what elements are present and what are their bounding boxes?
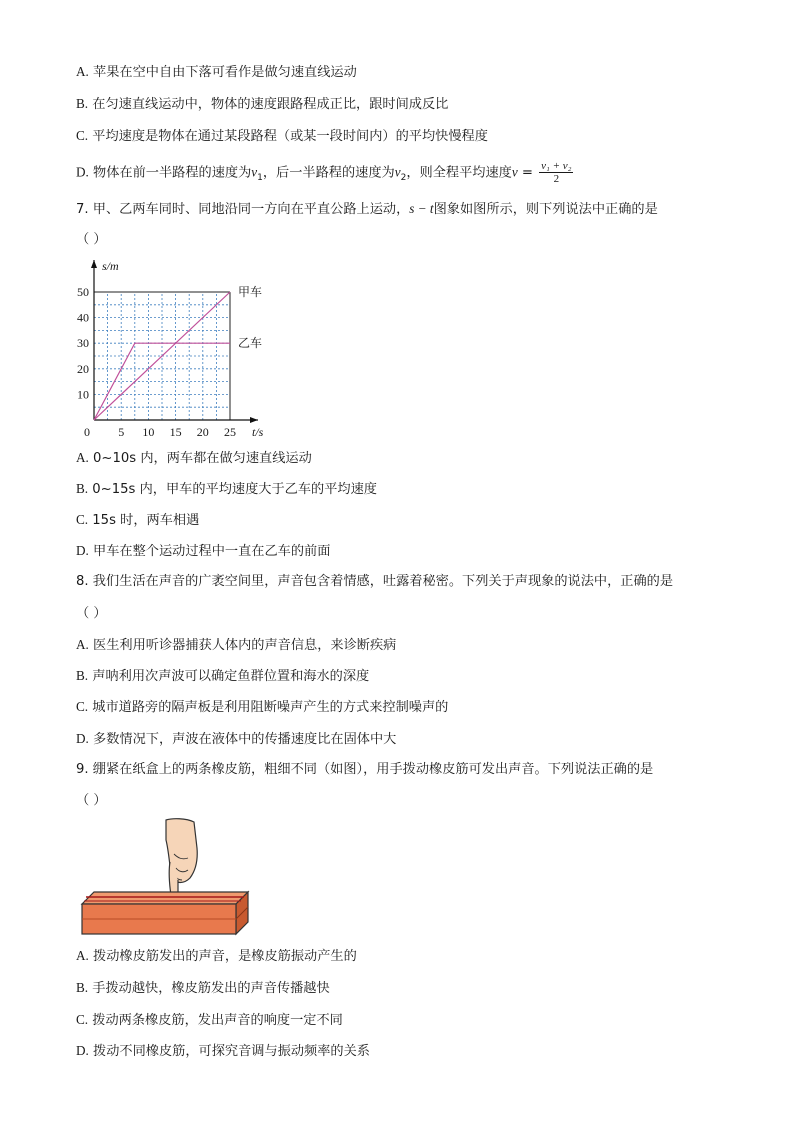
option-text: 城市道路旁的隔声板是利用阻断噪声产生的方式来控制噪声的 xyxy=(92,700,449,715)
option-letter: B. xyxy=(76,481,89,496)
q7-option-a xyxy=(76,449,312,468)
rubber-band-box-figure xyxy=(78,818,258,940)
x-tick-label: 15 xyxy=(169,425,182,439)
option-letter: B. xyxy=(76,980,89,995)
option-text: 医生利用听诊器捕获人体内的声音信息，来诊断疾病 xyxy=(93,638,397,653)
sub-1: 1 xyxy=(257,173,263,184)
q8-option-b xyxy=(76,667,369,686)
y-tick-label: 10 xyxy=(77,387,89,402)
option-text: 0~15s 内，甲车的平均速度大于乙车的平均速度 xyxy=(92,482,377,497)
y-tick-label: 50 xyxy=(77,285,89,299)
q6-option-a xyxy=(76,63,357,82)
option-letter: B. xyxy=(76,668,89,683)
chart-labels xyxy=(77,259,264,439)
q9-stem: 9. 绷紧在纸盒上的两条橡皮筋，粗细不同（如图），用手拨动橡皮筋可发出声音。下列说法正确的是 xyxy=(76,762,654,777)
x-tick-label: 10 xyxy=(142,425,155,439)
x-tick-label: 20 xyxy=(196,425,209,439)
fraction-numerator: v₁ + v₂ xyxy=(541,160,572,172)
option-text: 物体在前一半路程的速度为 xyxy=(93,165,252,181)
q8-option-c xyxy=(76,698,448,717)
option-text: 拨动不同橡皮筋，可探究音调与振动频率的关系 xyxy=(93,1044,370,1059)
q9-option-a xyxy=(76,947,357,966)
option-letter: C. xyxy=(76,128,89,143)
y-tick-label: 20 xyxy=(77,361,89,376)
y-axis-arrow xyxy=(91,260,97,268)
average-speed-fraction xyxy=(539,160,573,185)
option-text: 0~10s 内，两车都在做匀速直线运动 xyxy=(93,451,312,466)
option-letter: C. xyxy=(76,1012,89,1027)
option-text: 在匀速直线运动中，物体的速度跟路程成正比，跟时间成反比 xyxy=(92,97,449,112)
q9-option-c xyxy=(76,1011,343,1030)
q7-option-b xyxy=(76,480,377,499)
var-v1: v xyxy=(251,164,258,180)
option-letter: D. xyxy=(76,1043,89,1058)
option-letter: A. xyxy=(76,450,89,465)
q7-stem-text-after: 图象如图所示，则下列说法中正确的是 xyxy=(433,202,658,217)
q9-option-b xyxy=(76,979,330,998)
option-letter: C. xyxy=(76,512,89,527)
q6-option-d xyxy=(76,160,573,187)
option-text: 平均速度是物体在通过某段路程（或某一段时间内）的平均快慢程度 xyxy=(92,129,488,144)
option-letter: D. xyxy=(76,731,89,746)
option-text: 拨动橡皮筋发出的声音，是橡皮筋振动产生的 xyxy=(93,949,357,964)
q7-paren: （ ） xyxy=(76,232,107,247)
q8-paren: （ ） xyxy=(76,606,107,621)
paper-box xyxy=(82,892,248,934)
option-text-middle: ，后一半路程的速度为 xyxy=(262,165,395,181)
q7-option-c xyxy=(76,511,199,530)
x-tick-label: 5 xyxy=(118,425,125,439)
option-text: 苹果在空中自由下落可看作是做匀速直线运动 xyxy=(93,65,357,80)
q7-stem-var: s − t xyxy=(409,201,434,216)
option-letter: A. xyxy=(76,637,89,652)
q9-paren: （ ） xyxy=(76,793,107,808)
st-graph xyxy=(74,254,274,446)
option-letter: A. xyxy=(76,64,89,79)
origin-label: 0 xyxy=(84,425,90,439)
option-text: 15s 时，两车相遇 xyxy=(92,513,200,528)
x-axis-arrow xyxy=(250,417,258,423)
option-letter: B. xyxy=(76,96,89,111)
option-letter: C. xyxy=(76,699,89,714)
var-v: v xyxy=(511,164,518,180)
option-text: 多数情况下，声波在液体中的传播速度比在固体中大 xyxy=(93,732,397,747)
q8-option-a xyxy=(76,636,396,655)
q9-option-d xyxy=(76,1042,370,1061)
option-text: 声呐利用次声波可以确定鱼群位置和海水的深度 xyxy=(92,669,370,684)
q8-stem: 8. 我们生活在声音的广袤空间里，声音包含着情感，吐露着秘密。下列关于声现象的说法中，正确的是 xyxy=(76,574,674,589)
series-label-jia: 甲车 xyxy=(238,285,263,299)
y-tick-label: 30 xyxy=(77,336,89,351)
fraction-denominator: 2 xyxy=(553,173,560,185)
x-tick-label: 25 xyxy=(224,425,236,439)
option-letter: D. xyxy=(76,164,89,180)
option-letter: A. xyxy=(76,948,89,963)
q6-option-c xyxy=(76,127,488,146)
equals-sign: = xyxy=(517,165,538,181)
q8-option-d xyxy=(76,730,396,749)
option-letter: D. xyxy=(76,543,89,558)
x-axis-label: t/s xyxy=(252,425,264,439)
q6-option-b xyxy=(76,95,448,114)
option-text-after: ，则全程平均速度 xyxy=(406,165,512,181)
q7-stem xyxy=(76,200,658,219)
option-text: 甲车在整个运动过程中一直在乙车的前面 xyxy=(93,544,331,559)
sub-2: 2 xyxy=(400,173,407,184)
q7-stem-text: 7. 甲、乙两车同时、同地沿同一方向在平直公路上运动， xyxy=(76,202,410,217)
option-text: 拨动两条橡皮筋，发出声音的响度一定不同 xyxy=(92,1013,343,1028)
var-v2: v xyxy=(394,164,401,180)
y-tick-label: 40 xyxy=(77,310,89,325)
option-text: 手拨动越快，橡皮筋发出的声音传播越快 xyxy=(92,981,330,996)
y-axis-label: s/m xyxy=(102,259,119,273)
q7-option-d xyxy=(76,542,330,561)
series-label-yi: 乙车 xyxy=(238,336,263,351)
